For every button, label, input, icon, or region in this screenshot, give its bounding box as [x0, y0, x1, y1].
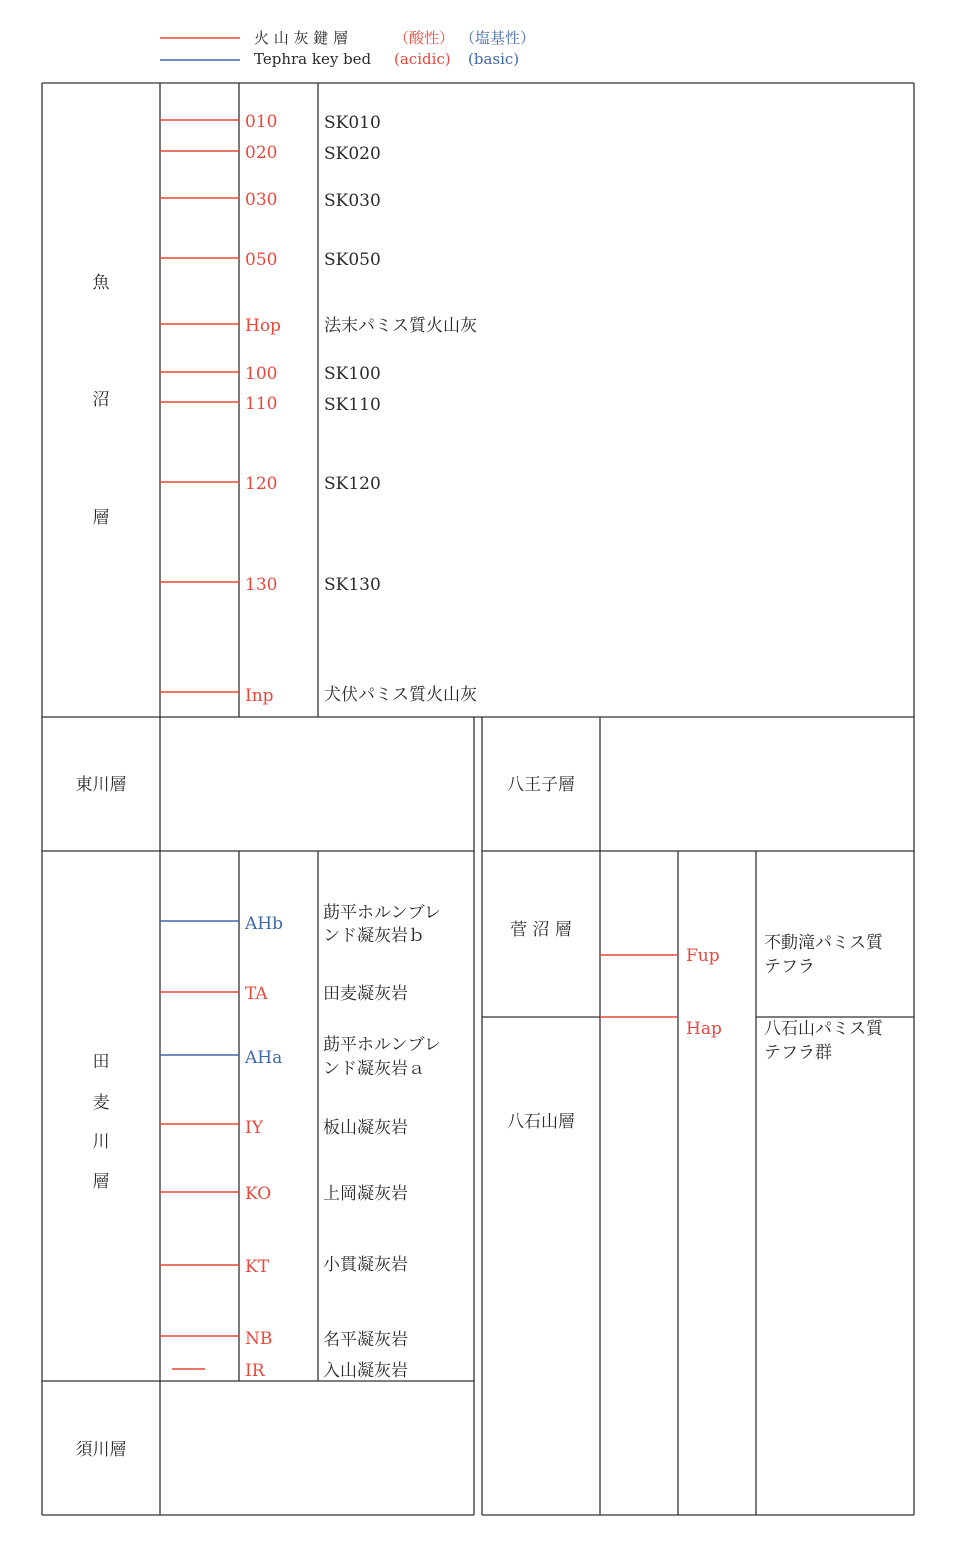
key-bed-right: [600, 933, 884, 1063]
key-bed-description: 法末パミス質火山灰: [324, 316, 477, 336]
key-bed-description: SK110: [324, 395, 381, 415]
key-bed-description: SK030: [324, 191, 381, 211]
key-bed-description: 入山凝灰岩: [323, 1361, 408, 1381]
formation-labels: [76, 273, 576, 1460]
table-frame: [42, 83, 914, 1515]
key-bed-code: 010: [245, 112, 278, 132]
key-bed-description: 莇平ホルンブレ: [323, 903, 441, 923]
key-bed-description: 上岡凝灰岩: [323, 1184, 408, 1204]
key-bed-code: AHb: [245, 914, 283, 934]
key-bed-description: SK010: [324, 113, 381, 133]
legend-jp-title: 火 山 灰 鍵 層: [254, 29, 349, 47]
key-bed-description: 名平凝灰岩: [323, 1330, 408, 1350]
key-bed-description: 田麦凝灰岩: [323, 984, 408, 1004]
key-bed-code: Hop: [245, 316, 281, 336]
key-bed-description: SK100: [324, 364, 381, 384]
key-bed-code: 050: [245, 250, 278, 270]
key-bed-description: 小貫凝灰岩: [323, 1255, 408, 1275]
formation-hachikokuyama: 八石山層: [507, 1112, 575, 1132]
formation-sugenuma: 菅 沼 層: [510, 920, 572, 940]
key-bed-description: ンド凝灰岩ａ: [323, 1059, 425, 1079]
key-bed-code: 100: [245, 364, 278, 384]
key-bed-code: 130: [245, 575, 278, 595]
formation-tamugigawa-char: 麦: [92, 1093, 110, 1113]
key-bed-code: Hap: [686, 1019, 722, 1039]
key-bed-code: KO: [245, 1184, 272, 1204]
formation-higashikawa: 東川層: [75, 775, 127, 795]
key-bed-labels-tamugigawa: [244, 903, 441, 1381]
formation-sukawa: 須川層: [75, 1440, 127, 1460]
formation-uonuma-char: 層: [92, 508, 110, 528]
key-bed-code: 110: [245, 394, 278, 414]
key-bed-code: AHa: [245, 1048, 283, 1068]
key-bed-description: ンド凝灰岩ｂ: [323, 926, 425, 946]
key-bed-lines-tamugigawa: [160, 921, 239, 1369]
key-bed-code: KT: [245, 1257, 270, 1277]
legend-jp-acidic: （酸性）: [394, 29, 455, 47]
key-bed-code: 020: [245, 143, 278, 163]
key-bed-code: 120: [245, 474, 278, 494]
key-bed-description: 犬伏パミス質火山灰: [324, 685, 477, 705]
key-bed-code: 030: [245, 190, 278, 210]
key-bed-labels-uonuma: [245, 112, 477, 706]
key-bed-code: Inp: [245, 686, 274, 706]
key-bed-description: 板山凝灰岩: [323, 1118, 408, 1138]
key-bed-description: SK020: [324, 144, 381, 164]
key-bed-description: 八石山パミス質: [764, 1019, 883, 1039]
formation-tamugigawa-char: 層: [92, 1172, 110, 1192]
key-bed-code: IR: [245, 1361, 265, 1381]
key-bed-code: Fup: [686, 946, 720, 966]
formation-uonuma-char: 魚: [92, 273, 110, 293]
key-bed-description: 莇平ホルンブレ: [323, 1035, 441, 1055]
key-bed-description: SK120: [324, 474, 381, 494]
legend: [160, 29, 535, 68]
formation-uonuma-char: 沼: [92, 390, 110, 410]
formation-tamugigawa-char: 田: [92, 1052, 110, 1072]
formation-tamugigawa-char: 川: [92, 1132, 110, 1152]
legend-en-title: Tephra key bed: [254, 50, 372, 68]
key-bed-code: NB: [245, 1329, 273, 1349]
key-bed-lines-uonuma: [160, 120, 239, 692]
key-bed-description: 不動滝パミス質: [764, 933, 883, 953]
key-bed-code: IY: [245, 1118, 263, 1138]
legend-jp-basic: （塩基性）: [460, 29, 536, 47]
key-bed-description: SK050: [324, 250, 381, 270]
key-bed-description: テフラ群: [764, 1043, 832, 1063]
formation-hachioji: 八王子層: [507, 775, 575, 795]
key-bed-description: テフラ: [764, 957, 815, 977]
legend-en-acidic: (acidic): [394, 50, 451, 68]
key-bed-code: TA: [245, 984, 268, 1004]
key-bed-description: SK130: [324, 575, 381, 595]
legend-en-basic: (basic): [468, 50, 520, 68]
